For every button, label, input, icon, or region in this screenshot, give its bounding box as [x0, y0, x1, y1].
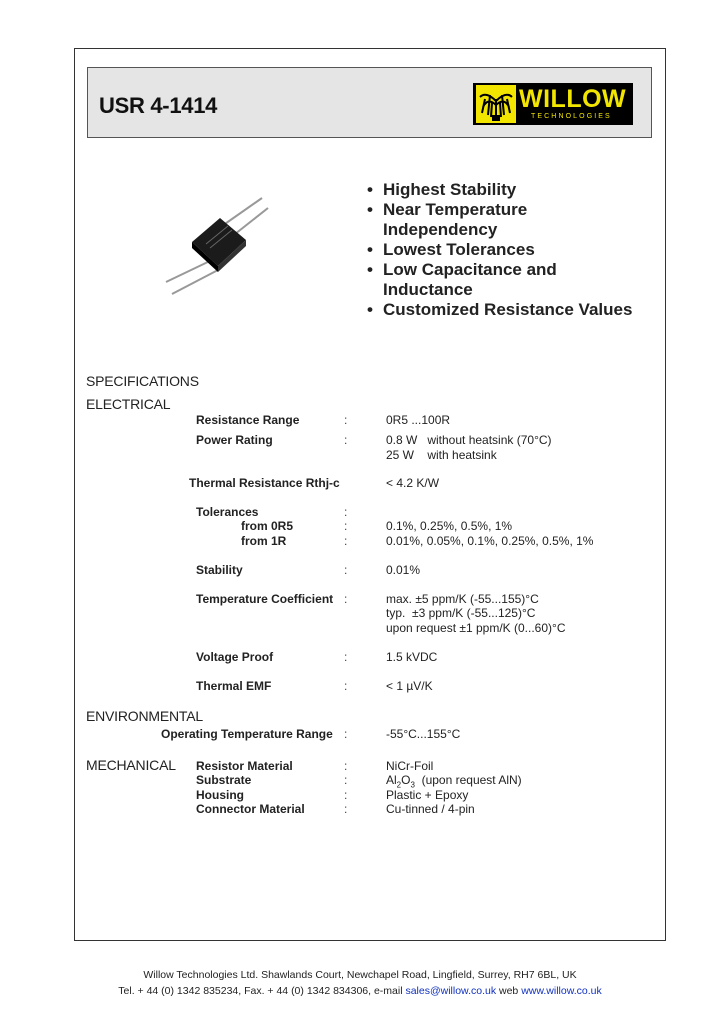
- thermal-emf-value: < 1 µV/K: [386, 679, 433, 693]
- temp-coefficient-value-1: max. ±5 ppm/K (-55...155)°C: [386, 592, 539, 606]
- stability-value: 0.01%: [386, 563, 421, 577]
- operating-temp-label: Operating Temperature Range: [161, 727, 333, 741]
- feature-item: • Lowest Tolerances: [367, 240, 535, 259]
- separator: :: [344, 505, 348, 519]
- separator: :: [344, 788, 348, 802]
- tolerance-from-1r-label: from 1R: [241, 534, 287, 548]
- temp-coefficient-label: Temperature Coefficient: [196, 592, 334, 606]
- thermal-resistance-label: Thermal Resistance Rthj-c: [189, 476, 340, 490]
- logo-name: WILLOW: [519, 85, 627, 113]
- willow-logo: [473, 83, 633, 125]
- electrical-heading: ELECTRICAL: [86, 396, 171, 412]
- connector-material-value: Cu-tinned / 4-pin: [386, 802, 475, 816]
- housing-label: Housing: [196, 788, 244, 802]
- separator: :: [344, 534, 348, 548]
- resistor-material-value: NiCr-Foil: [386, 759, 434, 773]
- footer-address: Willow Technologies Ltd. Shawlands Court, Newchapel Road, Lingfield, Surrey, RH7 6BL, UK: [143, 969, 577, 981]
- separator: :: [344, 759, 348, 773]
- page-title: USR 4-1414: [99, 93, 218, 118]
- feature-item: • Customized Resistance Values: [367, 300, 633, 319]
- substrate-value: $Al_2O_3$ (upon request AlN): [386, 773, 522, 790]
- separator: :: [344, 679, 348, 693]
- feature-item: • Low Capacitance and Inductance: [367, 260, 557, 299]
- resistance-range-value: 0R5 ...100R: [386, 413, 451, 427]
- separator: :: [344, 413, 348, 427]
- resistor-product-image: [162, 190, 274, 302]
- thermal-resistance-value: < 4.2 K/W: [386, 476, 440, 490]
- thermal-emf-label: Thermal EMF: [196, 679, 272, 693]
- website-link[interactable]: www.willow.co.uk: [521, 985, 602, 997]
- stability-label: Stability: [196, 563, 243, 577]
- separator: :: [344, 802, 348, 816]
- feature-item: • Highest Stability: [367, 180, 517, 199]
- operating-temp-value: -55°C...155°C: [386, 727, 461, 741]
- housing-value: Plastic + Epoxy: [386, 788, 469, 802]
- power-rating-value-1: 0.8 W without heatsink (70°C): [386, 433, 552, 447]
- separator: :: [344, 650, 348, 664]
- willow-tree-icon: [476, 85, 516, 123]
- resistor-material-label: Resistor Material: [196, 759, 293, 773]
- environmental-heading: ENVIRONMENTAL: [86, 708, 203, 724]
- tolerances-label: Tolerances: [196, 505, 259, 519]
- separator: :: [344, 433, 348, 447]
- voltage-proof-label: Voltage Proof: [196, 650, 274, 664]
- power-rating-label: Power Rating: [196, 433, 273, 447]
- specifications-heading: SPECIFICATIONS: [86, 373, 199, 389]
- separator: :: [344, 727, 348, 741]
- temp-coefficient-value-3: upon request ±1 ppm/K (0...60)°C: [386, 621, 566, 635]
- resistance-range-label: Resistance Range: [196, 413, 300, 427]
- substrate-label: Substrate: [196, 773, 252, 787]
- voltage-proof-value: 1.5 kVDC: [386, 650, 438, 664]
- feature-item: • Near Temperature Independency: [367, 200, 528, 239]
- power-rating-value-2: 25 W with heatsink: [386, 448, 497, 462]
- separator: :: [344, 773, 348, 787]
- logo-tagline: TECHNOLOGIES: [531, 113, 612, 120]
- tolerance-from-0r5-value: 0.1%, 0.25%, 0.5%, 1%: [386, 519, 513, 533]
- mechanical-heading: MECHANICAL: [86, 757, 176, 773]
- tolerance-from-1r-value: 0.01%, 0.05%, 0.1%, 0.25%, 0.5%, 1%: [386, 534, 594, 548]
- footer-contact: Tel. + 44 (0) 1342 835234, Fax. + 44 (0) 1342 834306, e-mail sales@willow.co.uk web www.willow.co.uk: [118, 985, 602, 997]
- temp-coefficient-value-2: typ. ±3 ppm/K (-55...125)°C: [386, 606, 536, 620]
- tolerance-from-0r5-label: from 0R5: [241, 519, 294, 533]
- features-list: [367, 180, 632, 320]
- separator: :: [344, 592, 348, 606]
- email-link[interactable]: sales@willow.co.uk: [405, 985, 497, 997]
- connector-material-label: Connector Material: [196, 802, 305, 816]
- separator: :: [344, 519, 348, 533]
- separator: :: [344, 563, 348, 577]
